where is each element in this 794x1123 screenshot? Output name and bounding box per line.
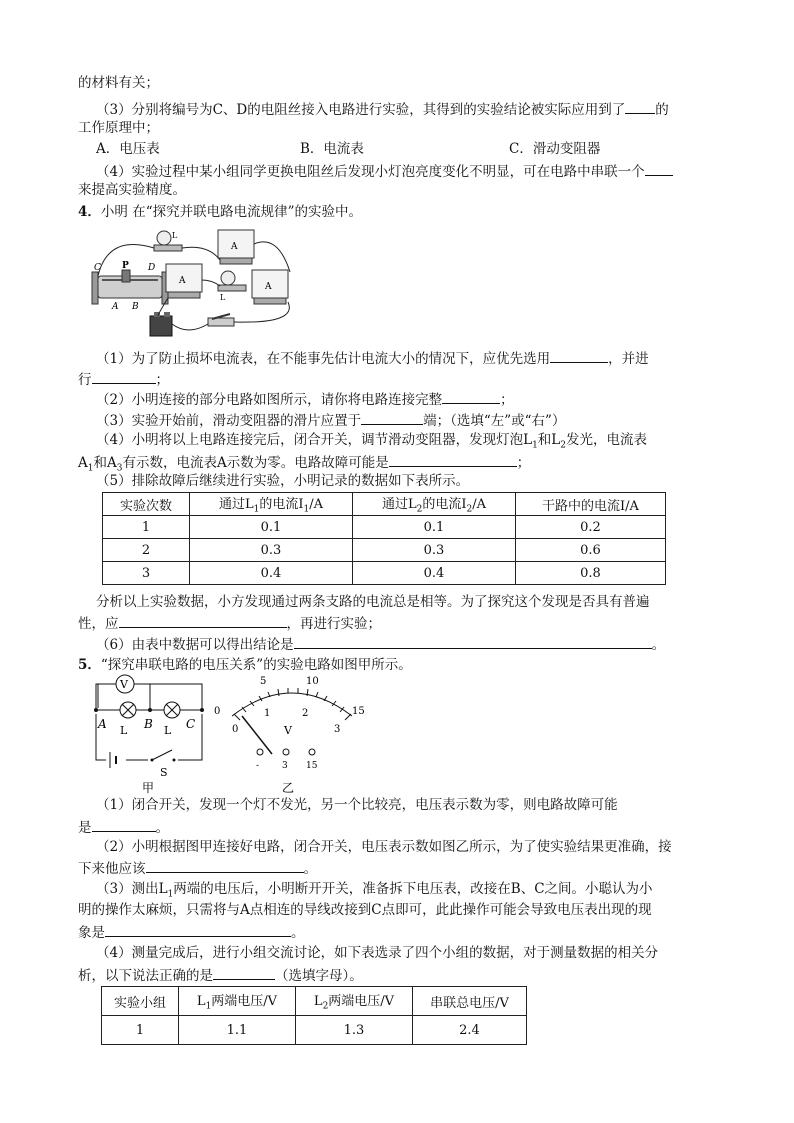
label-l1: L: [172, 231, 178, 240]
ammeter-right: [252, 270, 288, 304]
answer-blank[interactable]: [213, 965, 275, 980]
rheostat-slider: [122, 270, 130, 282]
table-header-row: 实验小组 $L_1$两端电压/V $L_2$两端电压/V 串联总电压/V: [102, 987, 527, 1016]
q5-figure-yi: [212, 672, 372, 796]
q5-figure-jia: [92, 672, 212, 795]
q5-part2-cont: 下来他应该 。: [78, 858, 317, 878]
q3-part4: （4）实验过程中某小组同学更换电阻丝后发现小灯泡亮度变化不明显，可在电路中串联一个: [96, 161, 673, 181]
q4-part3: （3）实验开始前，滑动变阻器的滑片应置于 端；（选填“左”或“右”）: [96, 410, 565, 430]
svg-text:3: 3: [334, 724, 341, 735]
table-header-row: 实验次数 通过$L_1$的电流$I_1/A$ 通过$L_2$的电流$I_2/A$ 干路中的电流I/A: [103, 493, 666, 516]
label-b: B: [132, 302, 139, 312]
q5-part4: （4）测量完成后，进行小组交流讨论，如下表选录了四个小组的数据，对于测量数据的相关分: [96, 945, 659, 961]
q3-part3-cont: 工作原理中；: [78, 120, 159, 136]
svg-text:5: 5: [260, 676, 267, 687]
q5-part3-cont: 明的操作太麻烦，只需将与A点相连的导线改接到C点即可，此此操作可能会导致电压表出现的现: [78, 902, 652, 918]
answer-blank[interactable]: [119, 613, 287, 628]
q4-part2: （2）小明连接的部分电路如图所示，请你将电路连接完整 ；: [96, 389, 514, 409]
label-c: C: [94, 263, 101, 273]
switch: [208, 314, 234, 326]
q3-part3: （3）分别将编号为C、D的电阻丝接入电路进行实验，其得到的实验结论被实际应用到了 的: [96, 99, 669, 119]
answer-blank[interactable]: [361, 410, 423, 425]
q5-data-table: [101, 986, 527, 1045]
svg-text:C: C: [186, 717, 196, 731]
q4-stem: 4．小明 在“探究并联电路电流规律”的实验中。: [78, 204, 363, 220]
table-row: 1 1.1 1.3 2.4: [102, 1016, 527, 1045]
answer-blank[interactable]: [625, 99, 655, 114]
svg-text:L: L: [120, 724, 128, 737]
q5-part1: （1）闭合开关，发现一个灯不发光，另一个比较亮，电压表示数为零，则电路故障可能: [96, 797, 618, 813]
svg-text:1: 1: [264, 708, 271, 719]
svg-text:S: S: [160, 766, 168, 779]
answer-blank[interactable]: [645, 161, 673, 176]
q4-analysis-cont: 性，应 ，再进行实验；: [78, 613, 381, 633]
label-p: P: [122, 261, 129, 271]
q5-part3: （3）测出$L_1$两端的电压后，小明断开开关，准备拆下电压表，改接在B、C之间。小聪认为小: [96, 881, 653, 900]
answer-blank[interactable]: [550, 348, 608, 363]
q3-option-c: C．滑动变阻器: [509, 141, 601, 157]
answer-blank[interactable]: [105, 922, 291, 937]
ammeter-mid: [166, 264, 202, 298]
svg-text:乙: 乙: [282, 781, 295, 795]
label-l2: L: [220, 293, 226, 302]
q5-stem: 5．“探究串联电路的电压关系”的实验电路如图甲所示。: [78, 657, 412, 673]
q4-part1-cont: 行 ；: [78, 369, 169, 389]
q3-line0: 的材料有关；: [78, 75, 159, 91]
svg-text:A: A: [179, 276, 186, 286]
q4-part4-cont: $A_1$和$A_3$有示数，电流表A示数为零。电路故障可能是 ；: [78, 452, 530, 478]
table-row: 3 0.4 0.4 0.8: [103, 562, 666, 585]
svg-text:10: 10: [306, 676, 319, 687]
answer-blank[interactable]: [294, 634, 652, 649]
answer-blank[interactable]: [442, 389, 500, 404]
q4-analysis: 分析以上实验数据，小方发现通过两条支路的电流总是相等。为了探究这个发现是否具有普遍: [96, 594, 650, 610]
svg-text:0: 0: [214, 706, 221, 717]
svg-text:B: B: [144, 717, 153, 731]
q5-part3-cont2: 象是 。: [78, 922, 305, 942]
q4-part4: （4）小明将以上电路连接完后，闭合开关，调节滑动变阻器，发现灯泡$L_1$和$L_2$发光，电流表: [96, 432, 647, 451]
svg-text:-: -: [256, 761, 260, 771]
svg-text:L: L: [164, 724, 172, 737]
svg-text:2: 2: [302, 708, 309, 719]
table-row: 2 0.3 0.3 0.6: [103, 539, 666, 562]
svg-text:0: 0: [232, 724, 239, 735]
meter-needle: [242, 716, 272, 754]
svg-text:V: V: [284, 724, 292, 737]
table-row: 1 0.1 0.1 0.2: [103, 516, 666, 539]
answer-blank[interactable]: [92, 817, 156, 832]
battery: [150, 312, 172, 336]
q5-part4-cont: 析，以下说法正确的是 （选填字母）。: [78, 965, 363, 985]
q5-part1-cont: 是 。: [78, 817, 169, 837]
svg-text:A: A: [265, 282, 272, 292]
svg-text:3: 3: [282, 761, 288, 771]
q4-part6: （6）由表中数据可以得出结论是 。: [96, 634, 665, 654]
svg-text:15: 15: [352, 706, 365, 717]
answer-blank[interactable]: [389, 452, 517, 467]
q4-circuit-figure: [88, 224, 318, 342]
answer-blank[interactable]: [92, 369, 156, 384]
label-d: D: [148, 263, 156, 273]
q5-part2: （2）小明根据图甲连接好电路，闭合开关，电压表示数如图乙所示，为了使实验结果更准确，接: [96, 839, 672, 855]
q4-part5: （5）排除故障后继续进行实验，小明记录的数据如下表所示。: [96, 473, 470, 489]
ammeter-top: [218, 230, 254, 264]
q4-data-table: [102, 492, 666, 585]
svg-text:甲: 甲: [142, 781, 155, 795]
q4-part1: （1）为了防止损坏电流表，在不能事先估计电流大小的情况下，应优先选用 ，并进: [96, 348, 649, 368]
svg-text:V: V: [120, 678, 128, 691]
answer-blank[interactable]: [146, 858, 304, 873]
svg-text:A: A: [98, 717, 107, 731]
lamp-l1: [157, 231, 171, 245]
svg-text:A: A: [231, 242, 238, 252]
svg-text:15: 15: [306, 761, 318, 771]
q3-option-a: A．电压表: [96, 141, 160, 157]
q3-option-b: B．电流表: [300, 141, 364, 157]
label-a: A: [112, 302, 119, 312]
lamp-l2: [221, 271, 235, 285]
q3-part4-cont: 来提高实验精度。: [78, 182, 186, 198]
